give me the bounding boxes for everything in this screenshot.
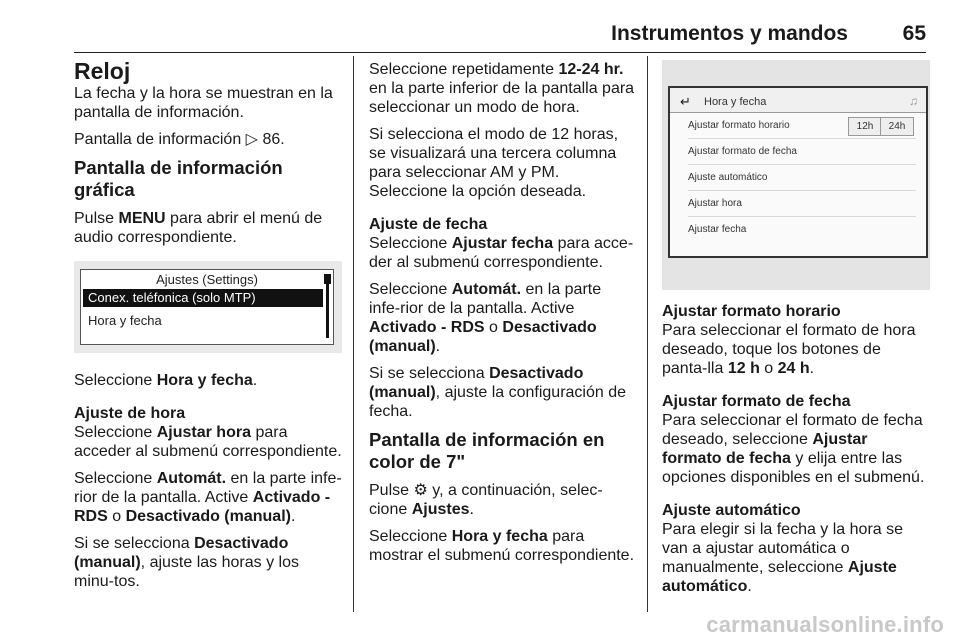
bold-text: Desactivado (manual) [369,365,584,401]
text: en la parte infe-rior de la pantalla. Active [369,281,602,317]
bold-text: 12 h [727,360,760,377]
bold-text: Ajustar hora [156,424,251,441]
menu-item-label: Ajustar hora [688,198,742,209]
text: y, a continuación, selec-cione [369,482,603,518]
menu-item-label: Ajustar formato de fecha [688,146,797,157]
paragraph [369,60,635,117]
paragraph [74,371,342,390]
text: . [252,372,258,389]
text: Pantalla de información [74,131,242,148]
text: Si se selecciona [369,365,485,382]
back-arrow-icon: ↵ [680,94,691,109]
text: para acceder al submenú correspondiente. [74,424,342,460]
text: para abrir el menú de audio correspondiente. [74,210,323,246]
bold-text: Desactivado (manual) [369,319,597,355]
bold-text: Ajustar fecha [451,235,554,252]
heading-reloj: Reloj [74,58,131,84]
bold-text: MENU [118,210,166,227]
text: Seleccione [74,372,153,389]
text: Pulse [74,210,115,227]
button-24h: 24h [880,117,914,136]
bold-text: 12-24 hr. [558,61,624,78]
paragraph [74,423,342,461]
lcd-selected-item: Conex. teléfonica (solo MTP) [83,289,323,307]
bold-text: Ajuste automático [662,559,897,595]
paragraph [369,364,635,421]
page-ref-icon: ▷ [245,131,258,148]
color-display-image [662,60,930,290]
graphic-display-image [74,261,342,353]
heading-color-display: Pantalla de información en color de 7" [369,429,605,472]
text: Seleccione [74,424,153,441]
text: Seleccione [369,528,448,545]
lcd-title: Ajustes (Settings) [156,272,258,287]
screen-menu-item [688,165,916,191]
paragraph [369,125,635,201]
heading-ajuste-hora: Ajuste de hora [74,405,186,422]
paragraph [662,520,930,596]
text: Pulse [369,482,410,499]
heading-graphic-display: Pantalla de información gráfica [74,157,283,200]
text: Para seleccionar el formato de hora deseado, toque los botones de panta-lla [662,322,916,377]
bold-text: Desactivado (manual) [74,535,289,571]
paragraph [369,234,635,272]
text: y elija entre las opciones disponibles en el submenú. [662,450,925,486]
screen-menu-item [688,191,916,217]
text: o [764,360,774,377]
text: . [809,360,815,377]
settings-gear-icon: ⚙ [413,482,428,499]
text: Seleccione [369,235,448,252]
lcd-scrollbar [326,274,329,338]
music-note-icon: ♫ [909,94,918,108]
menu-item-label: Ajuste automático [688,172,768,183]
bold-text: Automát. [451,281,522,298]
bold-text: Desactivado (manual) [125,508,291,525]
bold-text: Ajustar formato de fecha [662,431,868,467]
section-title: Instrumentos y mandos [611,22,848,45]
paragraph [662,321,930,378]
text: . [290,508,296,525]
screen-menu-item [688,217,916,242]
text: o [112,508,122,525]
text: , ajuste la configuración de fecha. [369,384,627,420]
watermark-footer: carmanualsonline.info [706,612,944,637]
text: . [747,578,752,595]
text: o [489,319,498,336]
heading-ajuste-fecha: Ajuste de fecha [369,216,488,233]
paragraph [74,84,342,122]
screen-title-bar [670,88,926,113]
heading-formato-fecha: Ajustar formato de fecha [662,393,851,410]
column-2 [369,60,635,573]
bold-text: Hora y fecha [451,528,548,545]
column-divider [647,56,648,612]
text: para mostrar el submenú correspondiente. [369,528,635,564]
paragraph [74,534,342,591]
text: Para seleccionar el formato de fecha deseado, seleccione [662,412,923,448]
text: Seleccione [369,281,448,298]
heading-ajuste-automatico: Ajuste automático [662,502,801,519]
text: La fecha y la hora se muestran en la pantalla de información. [74,85,333,121]
menu-item-label: Ajustar fecha [688,224,747,235]
bold-text: Ajustes [411,501,470,518]
column-divider [353,56,354,612]
page-header [74,22,926,53]
menu-item-label: Ajustar formato horario [688,120,790,131]
page-number: 65 [902,22,926,45]
text: Si selecciona el modo de 12 horas, se visualizará una tercera columna para seleccionar AM y PM. Seleccione la opción deseada. [369,126,619,200]
text: Seleccione repetidamente [369,61,555,78]
heading-formato-horario: Ajustar formato horario [662,303,841,320]
button-12h: 12h [848,117,882,136]
bold-text: Automát. [156,470,227,487]
page-ref-link[interactable]: 86. [262,131,285,148]
paragraph [662,411,930,487]
screen-menu-item [688,113,916,139]
paragraph [74,209,342,247]
screen-menu-list [670,113,926,242]
text: Para elegir si la fecha y la hora se van a ajustar automática o manualmente, seleccione [662,521,904,576]
bold-text: 24 h [777,360,810,377]
bold-text: Hora y fecha [156,372,253,389]
screen-title: Hora y fecha [704,96,767,108]
text: . [435,338,441,355]
screen-menu-item [688,139,916,165]
text: Seleccione [74,470,153,487]
paragraph [369,527,635,565]
paragraph [74,130,342,149]
column-3 [662,60,930,604]
touch-screen [668,86,928,258]
text: en la parte infe-rior de la pantalla. Active [74,470,342,506]
text: para acce-der al submenú correspondiente. [369,235,634,271]
paragraph [74,469,342,526]
text: . [469,501,474,518]
paragraph [369,481,635,519]
paragraph [369,280,635,356]
text: Si se selecciona [74,535,190,552]
text: en la parte inferior de la pantalla para seleccionar un modo de hora. [369,80,635,116]
text: , ajuste las horas y los minu-tos. [74,554,299,590]
column-1 [74,60,342,599]
lcd-screen [80,269,334,345]
bold-text: Activado - RDS [369,319,485,336]
lcd-menu-item: Hora y fecha [88,313,162,328]
bold-text: Activado - RDS [74,489,331,525]
